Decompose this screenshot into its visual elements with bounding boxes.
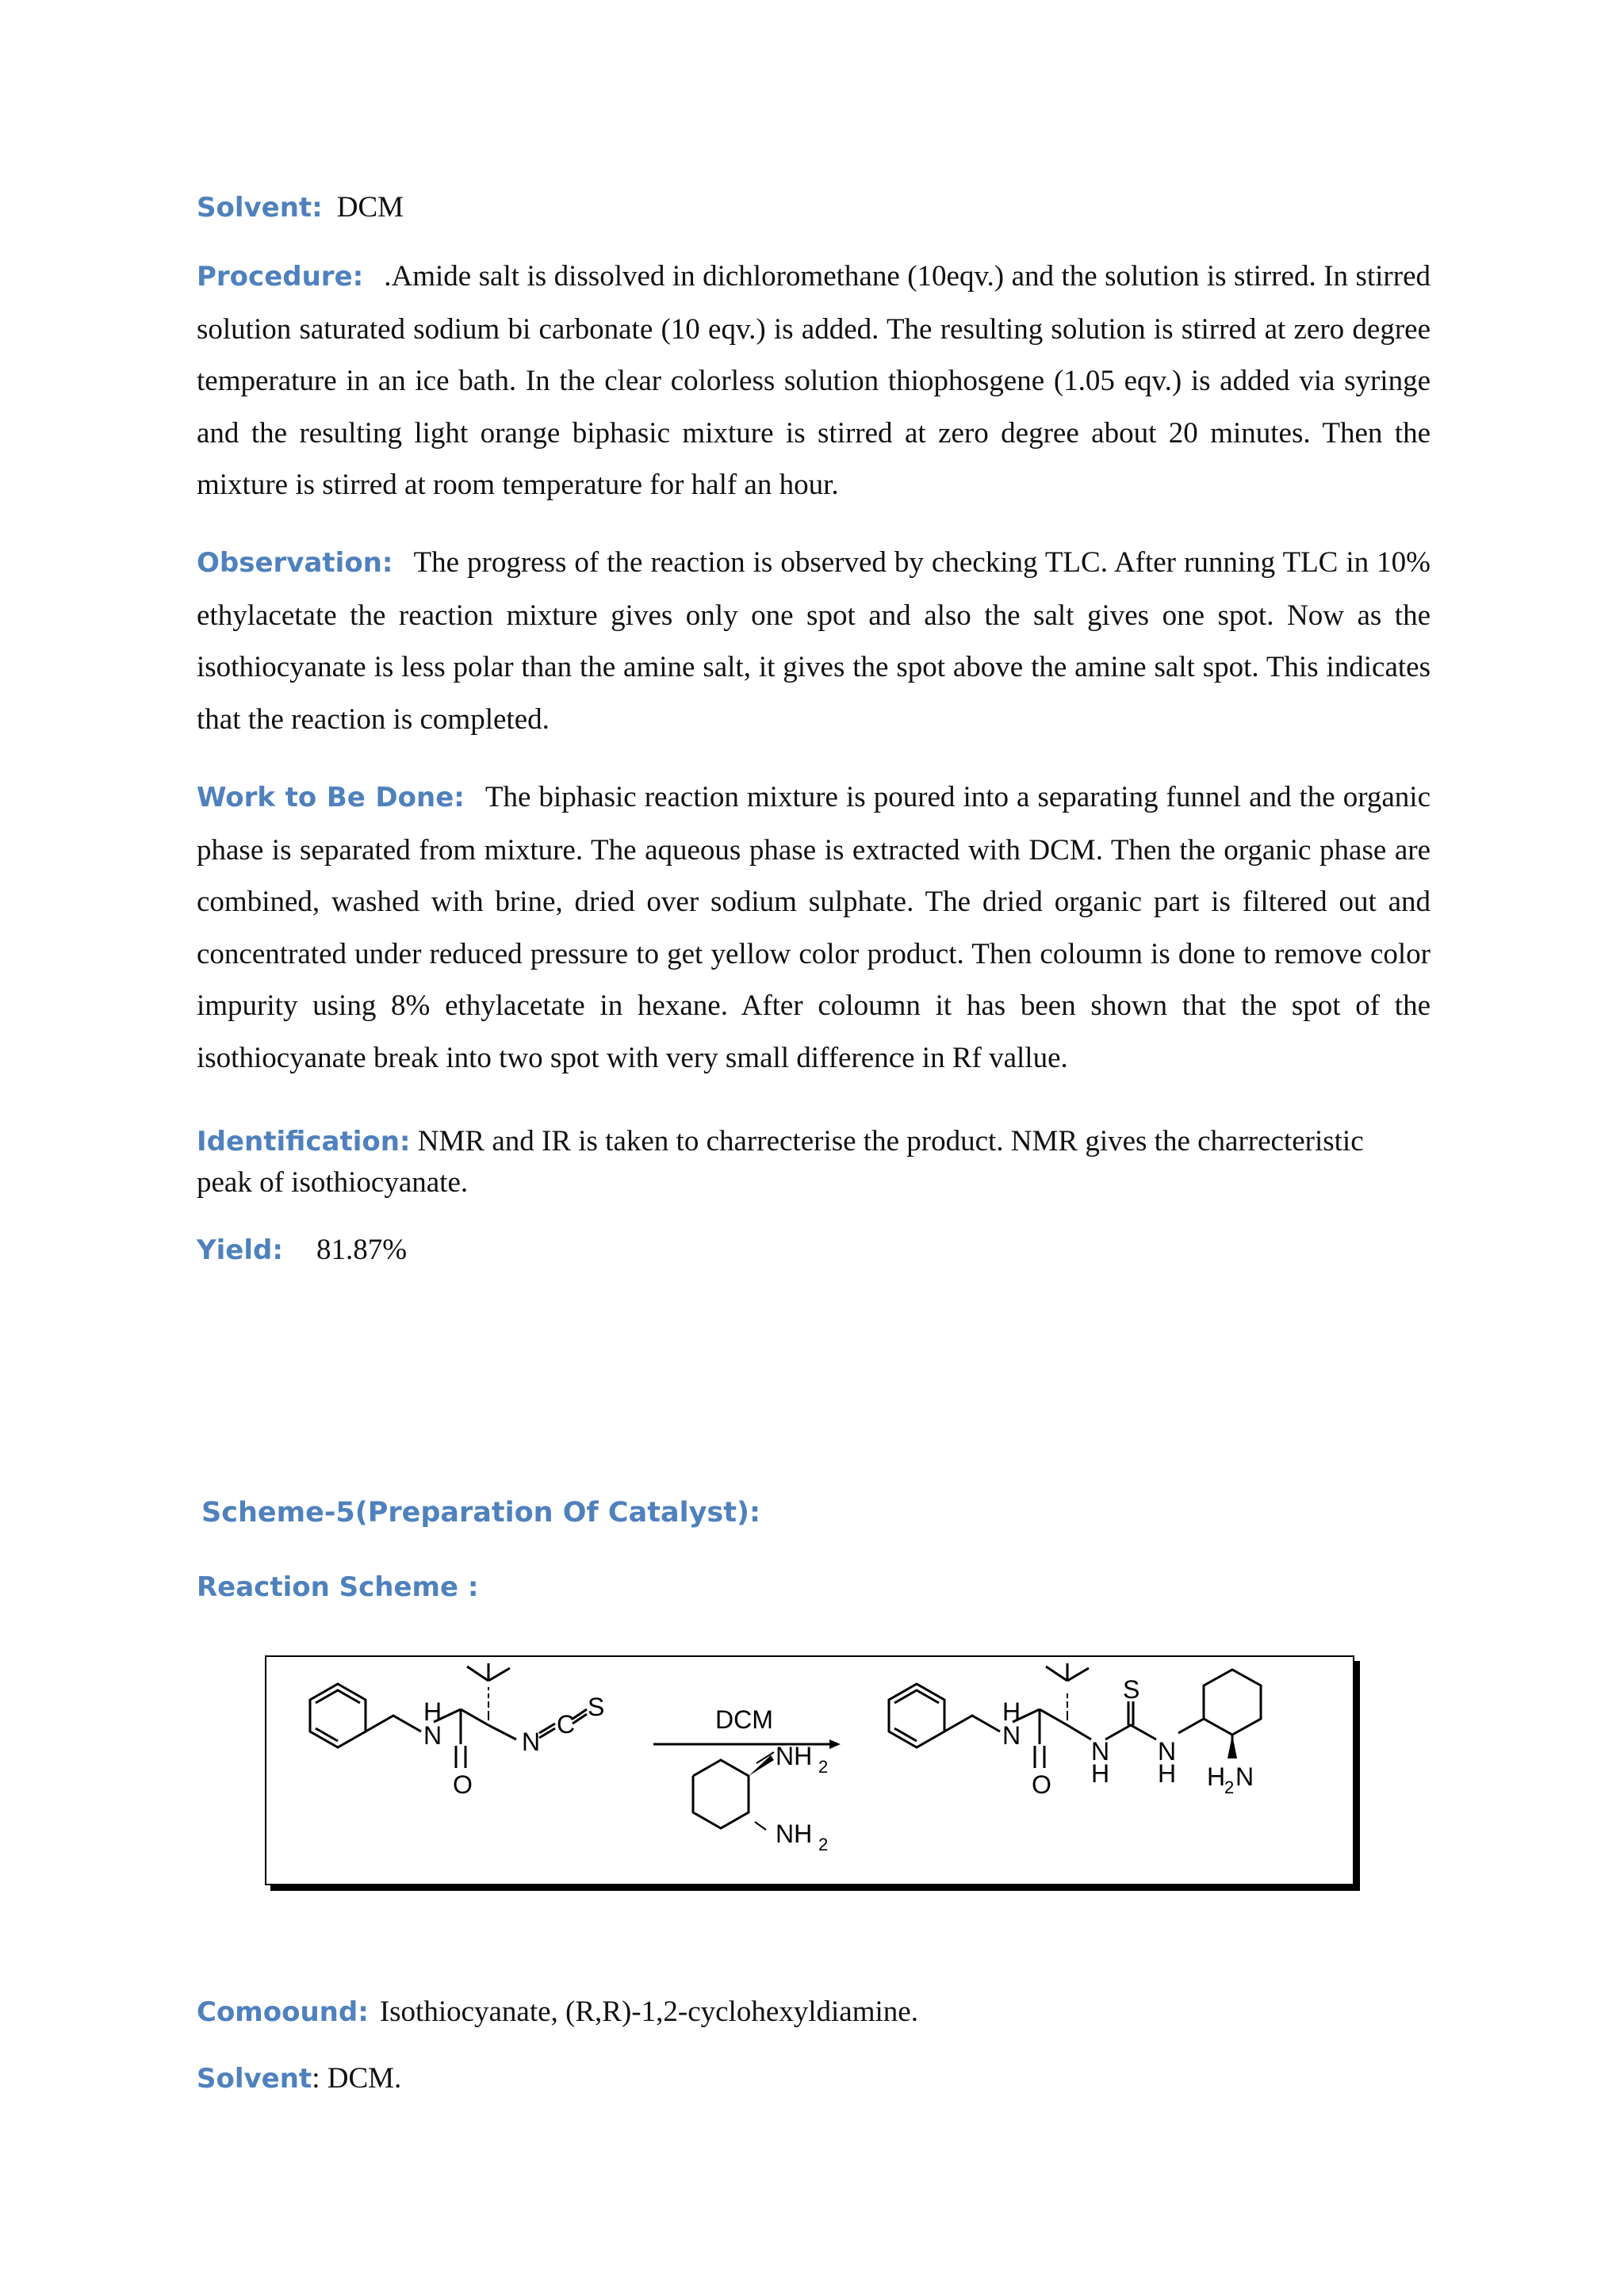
atom-h-3: H [1091, 1759, 1110, 1788]
procedure-label: Procedure: [197, 261, 364, 293]
work-label: Work to Be Done: [197, 782, 465, 813]
yield-section [197, 1233, 1431, 1267]
atom-s-1: S [588, 1693, 605, 1721]
scheme-title: Scheme-5(Preparation Of Catalyst): [201, 1497, 760, 1529]
atom-o-1: O [453, 1770, 473, 1799]
atom-nh2-2: NH [776, 1820, 813, 1848]
atom-h2n-sub: 2 [1224, 1777, 1235, 1797]
compound-value: Isothiocyanate, (R,R)-1,2-cyclohexyldiamine. [379, 1996, 918, 2028]
atom-n-1: N [423, 1721, 442, 1750]
solvent-value: DCM [336, 191, 404, 224]
solvent-section [197, 190, 1431, 224]
identification-section [197, 1121, 1402, 1203]
atom-n-3: N [1002, 1721, 1021, 1750]
solvent-label: Solvent: [197, 192, 323, 224]
atom-n-4: N [1091, 1737, 1110, 1766]
benzene-ring-left [310, 1684, 366, 1747]
atom-c-1: C [557, 1710, 576, 1739]
identification-label: Identification: [197, 1126, 411, 1158]
atom-h2n-h: H [1207, 1762, 1226, 1791]
reaction-scheme-svg [266, 1657, 1353, 1884]
atom-h-4: H [1158, 1759, 1177, 1788]
atom-n-2: N [522, 1728, 541, 1756]
compound-label: Comoound: [197, 1996, 369, 2028]
work-text: The biphasic reaction mixture is poured into a separating funnel and the organic phase is separated from mixture. The aqueous phase is extracted with DCM. Then the organic phase are combined, washed with brine, dried over sodium sulphate. The dried organic part is filtered out and concentrated under reduced pressure to get yellow color product. Then coloumn is done to remove color impurity using 8% ethylacetate in hexane. After coloumn it has been shown that the spot of the isothiocyanate break into two spot with very small difference in Rf vallue. [197, 781, 1431, 1074]
benzene-ring-right [889, 1684, 944, 1747]
solvent2-section [197, 2061, 1431, 2095]
solvent2-label: Solvent [197, 2063, 312, 2095]
reagent-label: DCM [715, 1705, 773, 1734]
observation-section [197, 537, 1431, 745]
observation-text: The progress of the reaction is observed by checking TLC. After running TLC in 10% ethylacetate the reaction mixture gives only one spot and also the salt gives one spot. Now as the isothiocyanate is less polar than the amine salt, it gives the spot above the amine salt spot. This indicates that the reaction is completed. [197, 546, 1431, 736]
reaction-scheme-label: Reaction Scheme : [197, 1571, 479, 1603]
atom-s-2: S [1123, 1675, 1140, 1704]
solvent2-value: : DCM. [312, 2062, 402, 2095]
compound-section [197, 1995, 1431, 2029]
atom-o-2: O [1032, 1770, 1051, 1799]
atom-h2n-n: N [1235, 1762, 1254, 1791]
atom-sub-1: 2 [818, 1757, 829, 1777]
atom-n-5: N [1158, 1737, 1177, 1766]
work-section [197, 771, 1431, 1084]
procedure-text: .Amide salt is dissolved in dichloromethane (10eqv.) and the solution is stirred. In stirred solution saturated sodium bi carbonate (10 eqv.) is added. The resulting solution is stirred at zero degree temperature in an ice bath. In the clear colorless solution thiophosgene (1.05 eqv.) is added via syringe and the resulting light orange biphasic mixture is stirred at zero degree about 20 minutes. Then the mixture is stirred at room temperature for half an hour. [197, 260, 1431, 501]
atom-h-2: H [1002, 1697, 1021, 1726]
atom-h-1: H [423, 1697, 442, 1726]
observation-label: Observation: [197, 547, 393, 579]
reaction-scheme-diagram [265, 1655, 1354, 1885]
atom-sub-2: 2 [818, 1835, 829, 1854]
atom-nh2-1: NH [776, 1742, 813, 1770]
identification-text: NMR and IR is taken to charrecterise the product. NMR gives the charrecteristic peak of isothiocyanate. [197, 1125, 1364, 1199]
yield-value: 81.87% [316, 1234, 408, 1266]
procedure-section [197, 251, 1431, 511]
yield-label: Yield: [197, 1234, 283, 1266]
